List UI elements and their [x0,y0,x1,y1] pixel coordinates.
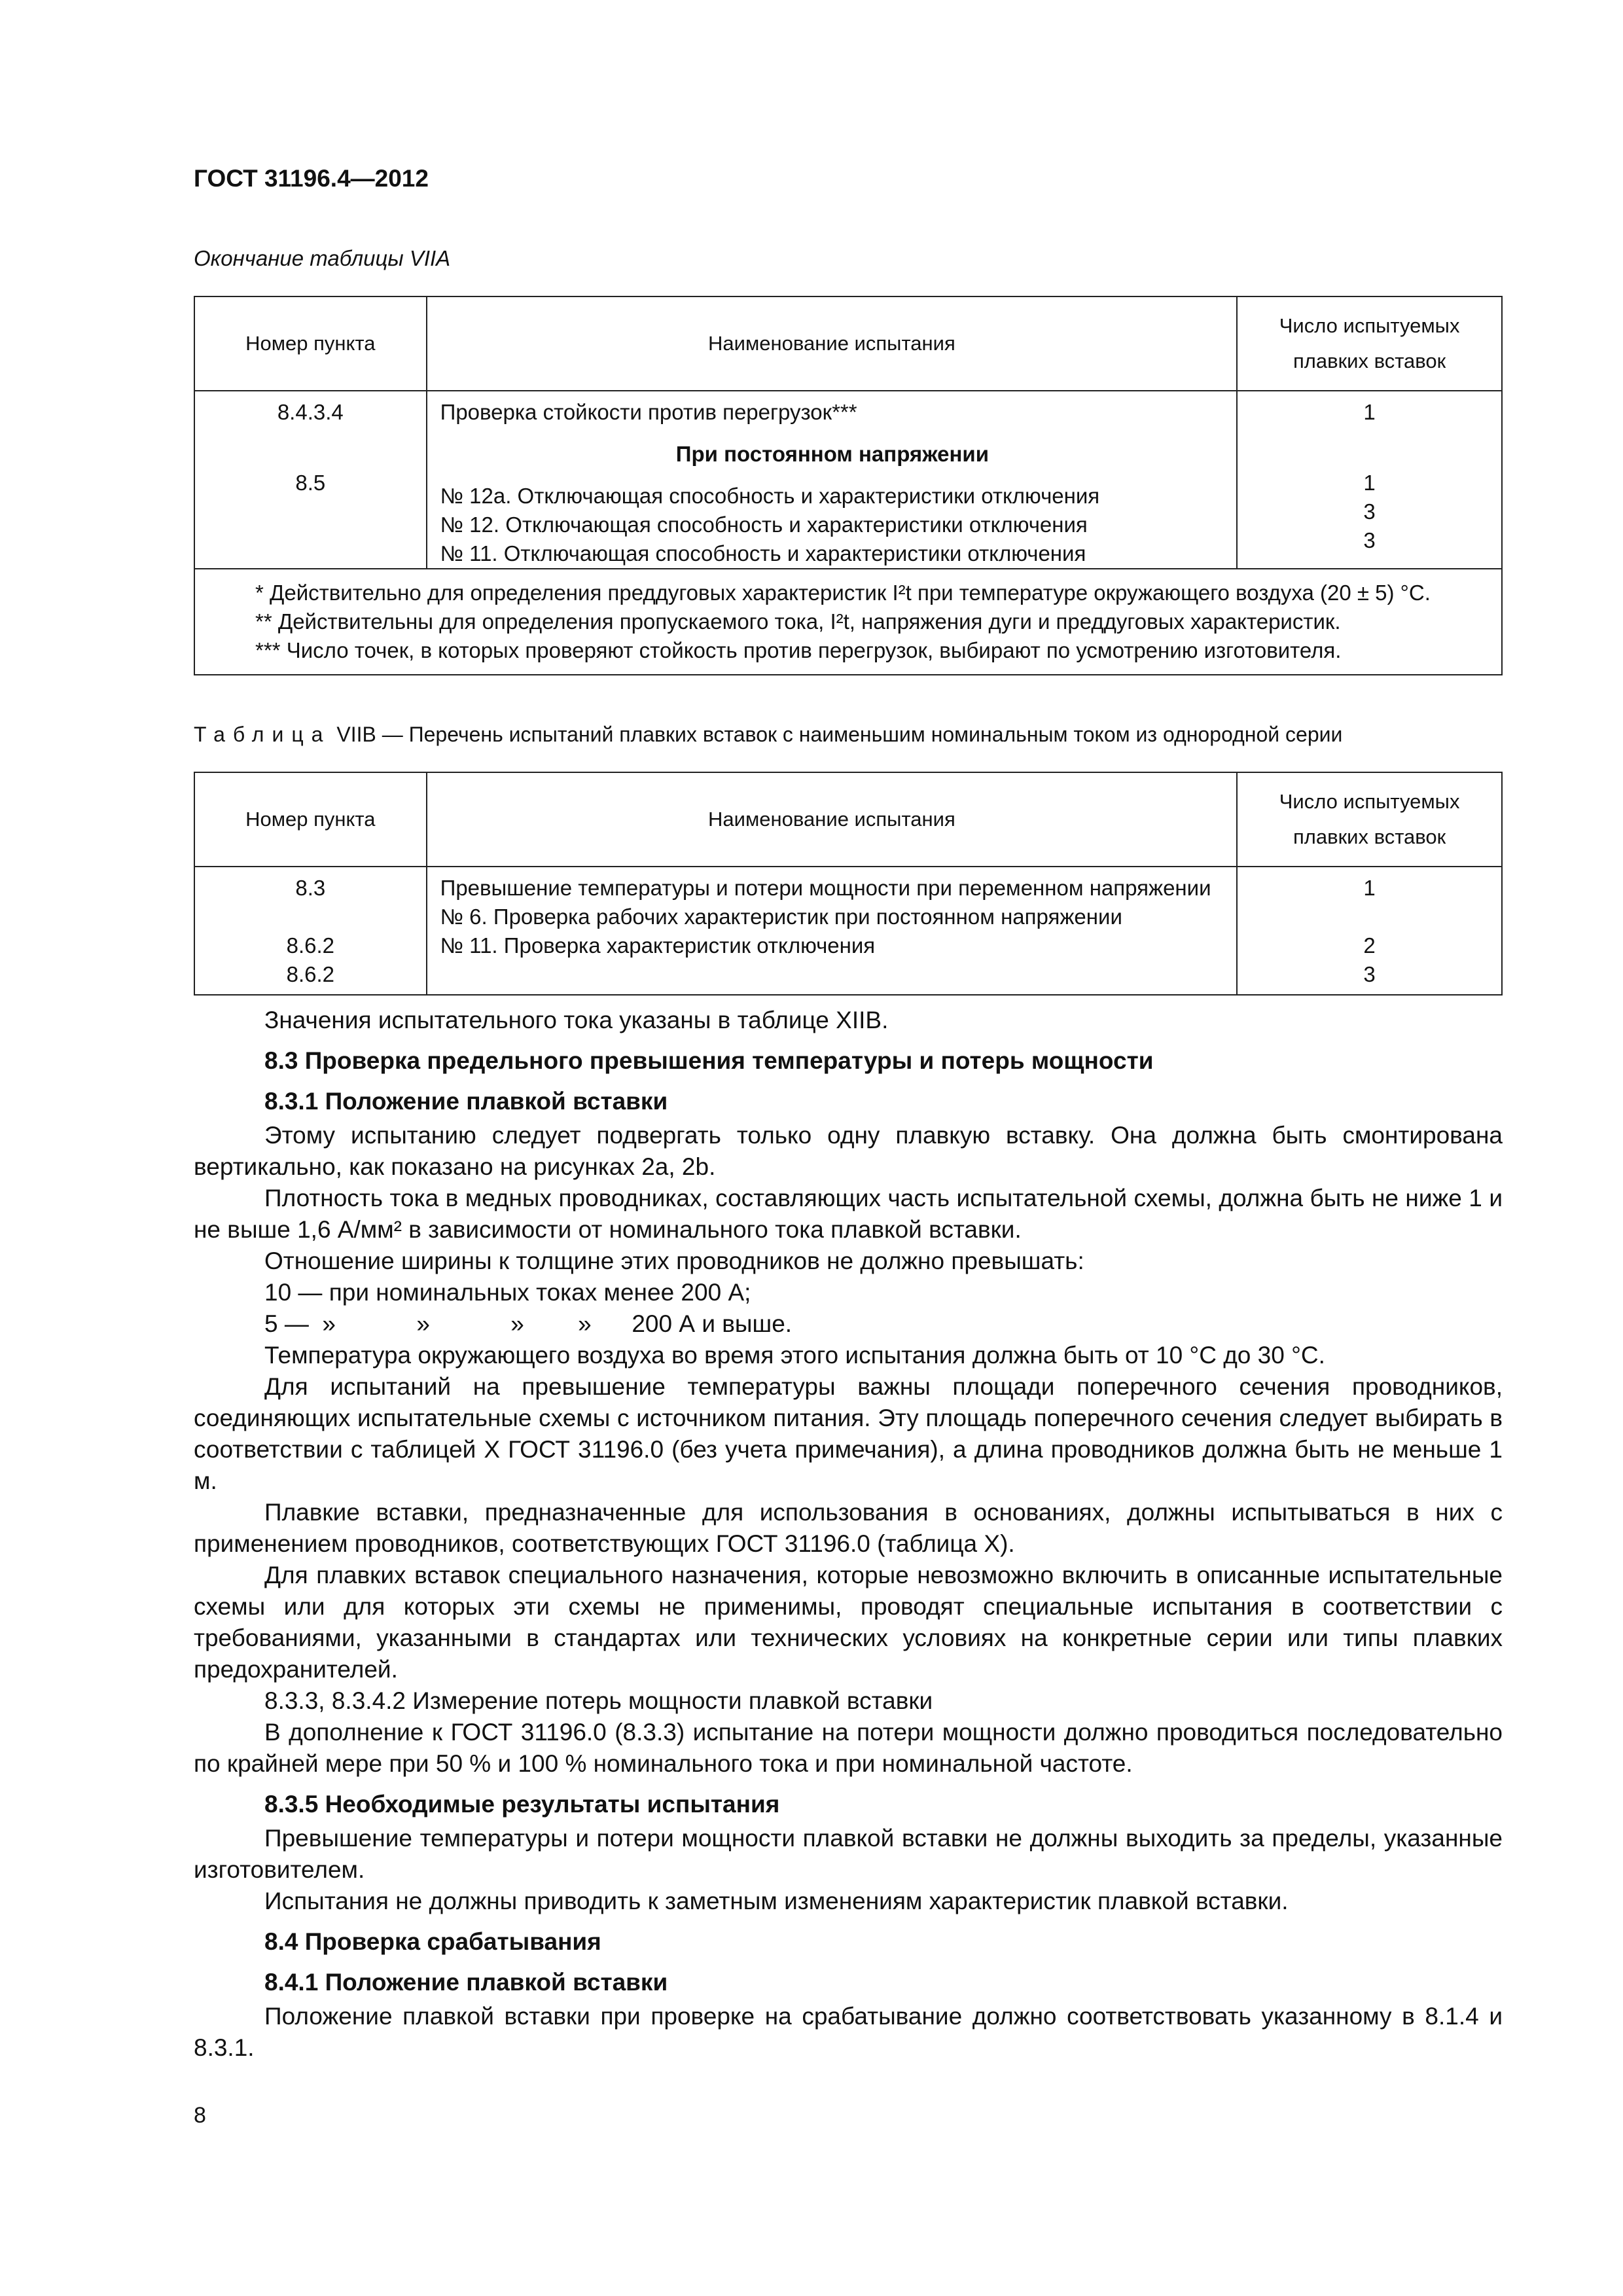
paragraph: Значения испытательного тока указаны в таблице XIIB. [264,1007,889,1033]
row-sample-count: 1 [1363,471,1376,495]
column-header-number: Номер пункта [194,296,427,391]
subsection-heading: 8.3.5 Необходимые результаты испытания [264,1791,780,1818]
table-caption-label: Таблица [194,723,331,746]
row-number: 8.6.2 [286,933,334,958]
section-heading: 8.4 Проверка срабатывания [264,1928,601,1955]
row-sample-count: 2 [1363,933,1376,958]
row-test-name: Превышение температуры и потери мощности при переменном напряжении [440,876,1211,900]
paragraph: Температура окружающего воздуха во время этого испытания должна быть от 10 °С до 30 °С. [264,1342,1325,1369]
row-number: 8.5 [295,471,326,495]
row-test-name: № 11. Отключающая способность и характеристики отключения [440,541,1086,565]
table-caption-text: VIIB — Перечень испытаний плавких вставок с наименьшим номинальным током из однородной серии [336,723,1343,746]
column-header-test-name: Наименование испытания [427,772,1238,867]
list-item: 10 — при номинальных токах менее 200 А; [264,1279,751,1306]
document-body [194,1005,1503,2064]
paragraph: Для испытаний на превышение температуры важны площади поперечного сечения проводников, соединяющих испытательные схемы с источником питания. Эту площадь поперечного сечения следует выбирать в соответствии с таблицей X ГОСТ 31196.0 (без учета примечания), а длина проводников должна быть не меньше 1 м. [194,1373,1503,1494]
table-viib [194,772,1503,996]
table-viia-caption: Окончание таблицы VIIA [194,246,451,270]
paragraph: Плавкие вставки, предназначенные для использования в основаниях, должны испытываться в них с применением проводников, соответствующих ГОСТ 31196.0 (таблица X). [194,1499,1503,1557]
subsection-heading: 8.3.1 Положение плавкой вставки [264,1088,668,1115]
document-code: ГОСТ 31196.4—2012 [194,165,429,192]
row-sample-count: 3 [1363,499,1376,524]
table-footnotes [194,569,1502,675]
row-sample-count: 1 [1363,876,1376,900]
row-number: 8.6.2 [286,962,334,986]
paragraph: Положение плавкой вставки при проверке на срабатывание должно соответствовать указанному в 8.1.4 и 8.3.1. [194,2003,1503,2061]
row-sample-count: 1 [1363,400,1376,424]
column-header-sample-count: Число испытуемых плавких вставок [1237,296,1502,391]
row-number: 8.3 [295,876,326,900]
paragraph: Плотность тока в медных проводниках, составляющих часть испытательной схемы, должна быть не ниже 1 и не выше 1,6 А/мм² в зависимости от номинального тока плавкой вставки. [194,1185,1503,1243]
row-test-name: № 12. Отключающая способность и характеристики отключения [440,512,1088,537]
footnote: *** Число точек, в которых проверяют стойкость против перегрузок, выбирают по усмотрению изготовителя. [255,638,1342,662]
subsection-heading: 8.4.1 Положение плавкой вставки [264,1969,668,1996]
row-test-name: № 12a. Отключающая способность и характеристики отключения [440,484,1100,508]
row-sample-count: 3 [1363,962,1376,986]
paragraph: Для плавких вставок специального назначения, которые невозможно включить в описанные испытательные схемы или для которых эти схемы не применимы, проводят специальные испытания в соответствии с требованиями, указанными в стандартах или технических условиях на конкретные серии или типы плавких предохранителей. [194,1562,1503,1683]
row-test-name: № 11. Проверка характеристик отключения [440,933,876,958]
row-test-name: № 6. Проверка рабочих характеристик при постоянном напряжении [440,905,1122,929]
table-row [194,391,1502,569]
footnote: ** Действительны для определения пропускаемого тока, I²t, напряжения дуги и преддуговых характеристик. [255,609,1341,634]
row-sample-count: 3 [1363,528,1376,552]
column-header-number: Номер пункта [194,772,427,867]
section-heading: 8.3 Проверка предельного превышения температуры и потерь мощности [264,1047,1154,1074]
paragraph: В дополнение к ГОСТ 31196.0 (8.3.3) испытание на потери мощности должно проводиться последовательно по крайней мере при 50 % и 100 % номинального тока и при номинальной частоте. [194,1719,1503,1777]
row-test-name: Проверка стойкости против перегрузок*** [440,400,857,424]
table-subheading: При постоянном напряжении [675,442,990,466]
paragraph: 8.3.3, 8.3.4.2 Измерение потерь мощности плавкой вставки [264,1687,933,1714]
document-page [194,144,1503,2128]
footnote: * Действительно для определения преддуговых характеристик I²t при температуре окружающего воздуха (20 ± 5) °С. [255,581,1431,605]
page-number: 8 [194,2103,206,2128]
table-viia [194,296,1503,675]
paragraph: Испытания не должны приводить к заметным изменениям характеристик плавкой вставки. [264,1888,1289,1914]
paragraph: Превышение температуры и потери мощности плавкой вставки не должны выходить за пределы, указанные изготовителем. [194,1825,1503,1883]
column-header-test-name: Наименование испытания [427,296,1238,391]
paragraph: Отношение ширины к толщине этих проводников не должно превышать: [264,1247,1084,1274]
paragraph: Этому испытанию следует подвергать только одну плавкую вставку. Она должна быть смонтирована вертикально, как показано на рисунках 2a, 2b. [194,1122,1503,1180]
list-item: 5 — » » » » 200 А и выше. [264,1310,793,1337]
table-row [194,867,1502,995]
row-number: 8.4.3.4 [277,400,344,424]
table-viib-caption [194,723,1503,747]
column-header-sample-count: Число испытуемых плавких вставок [1237,772,1502,867]
